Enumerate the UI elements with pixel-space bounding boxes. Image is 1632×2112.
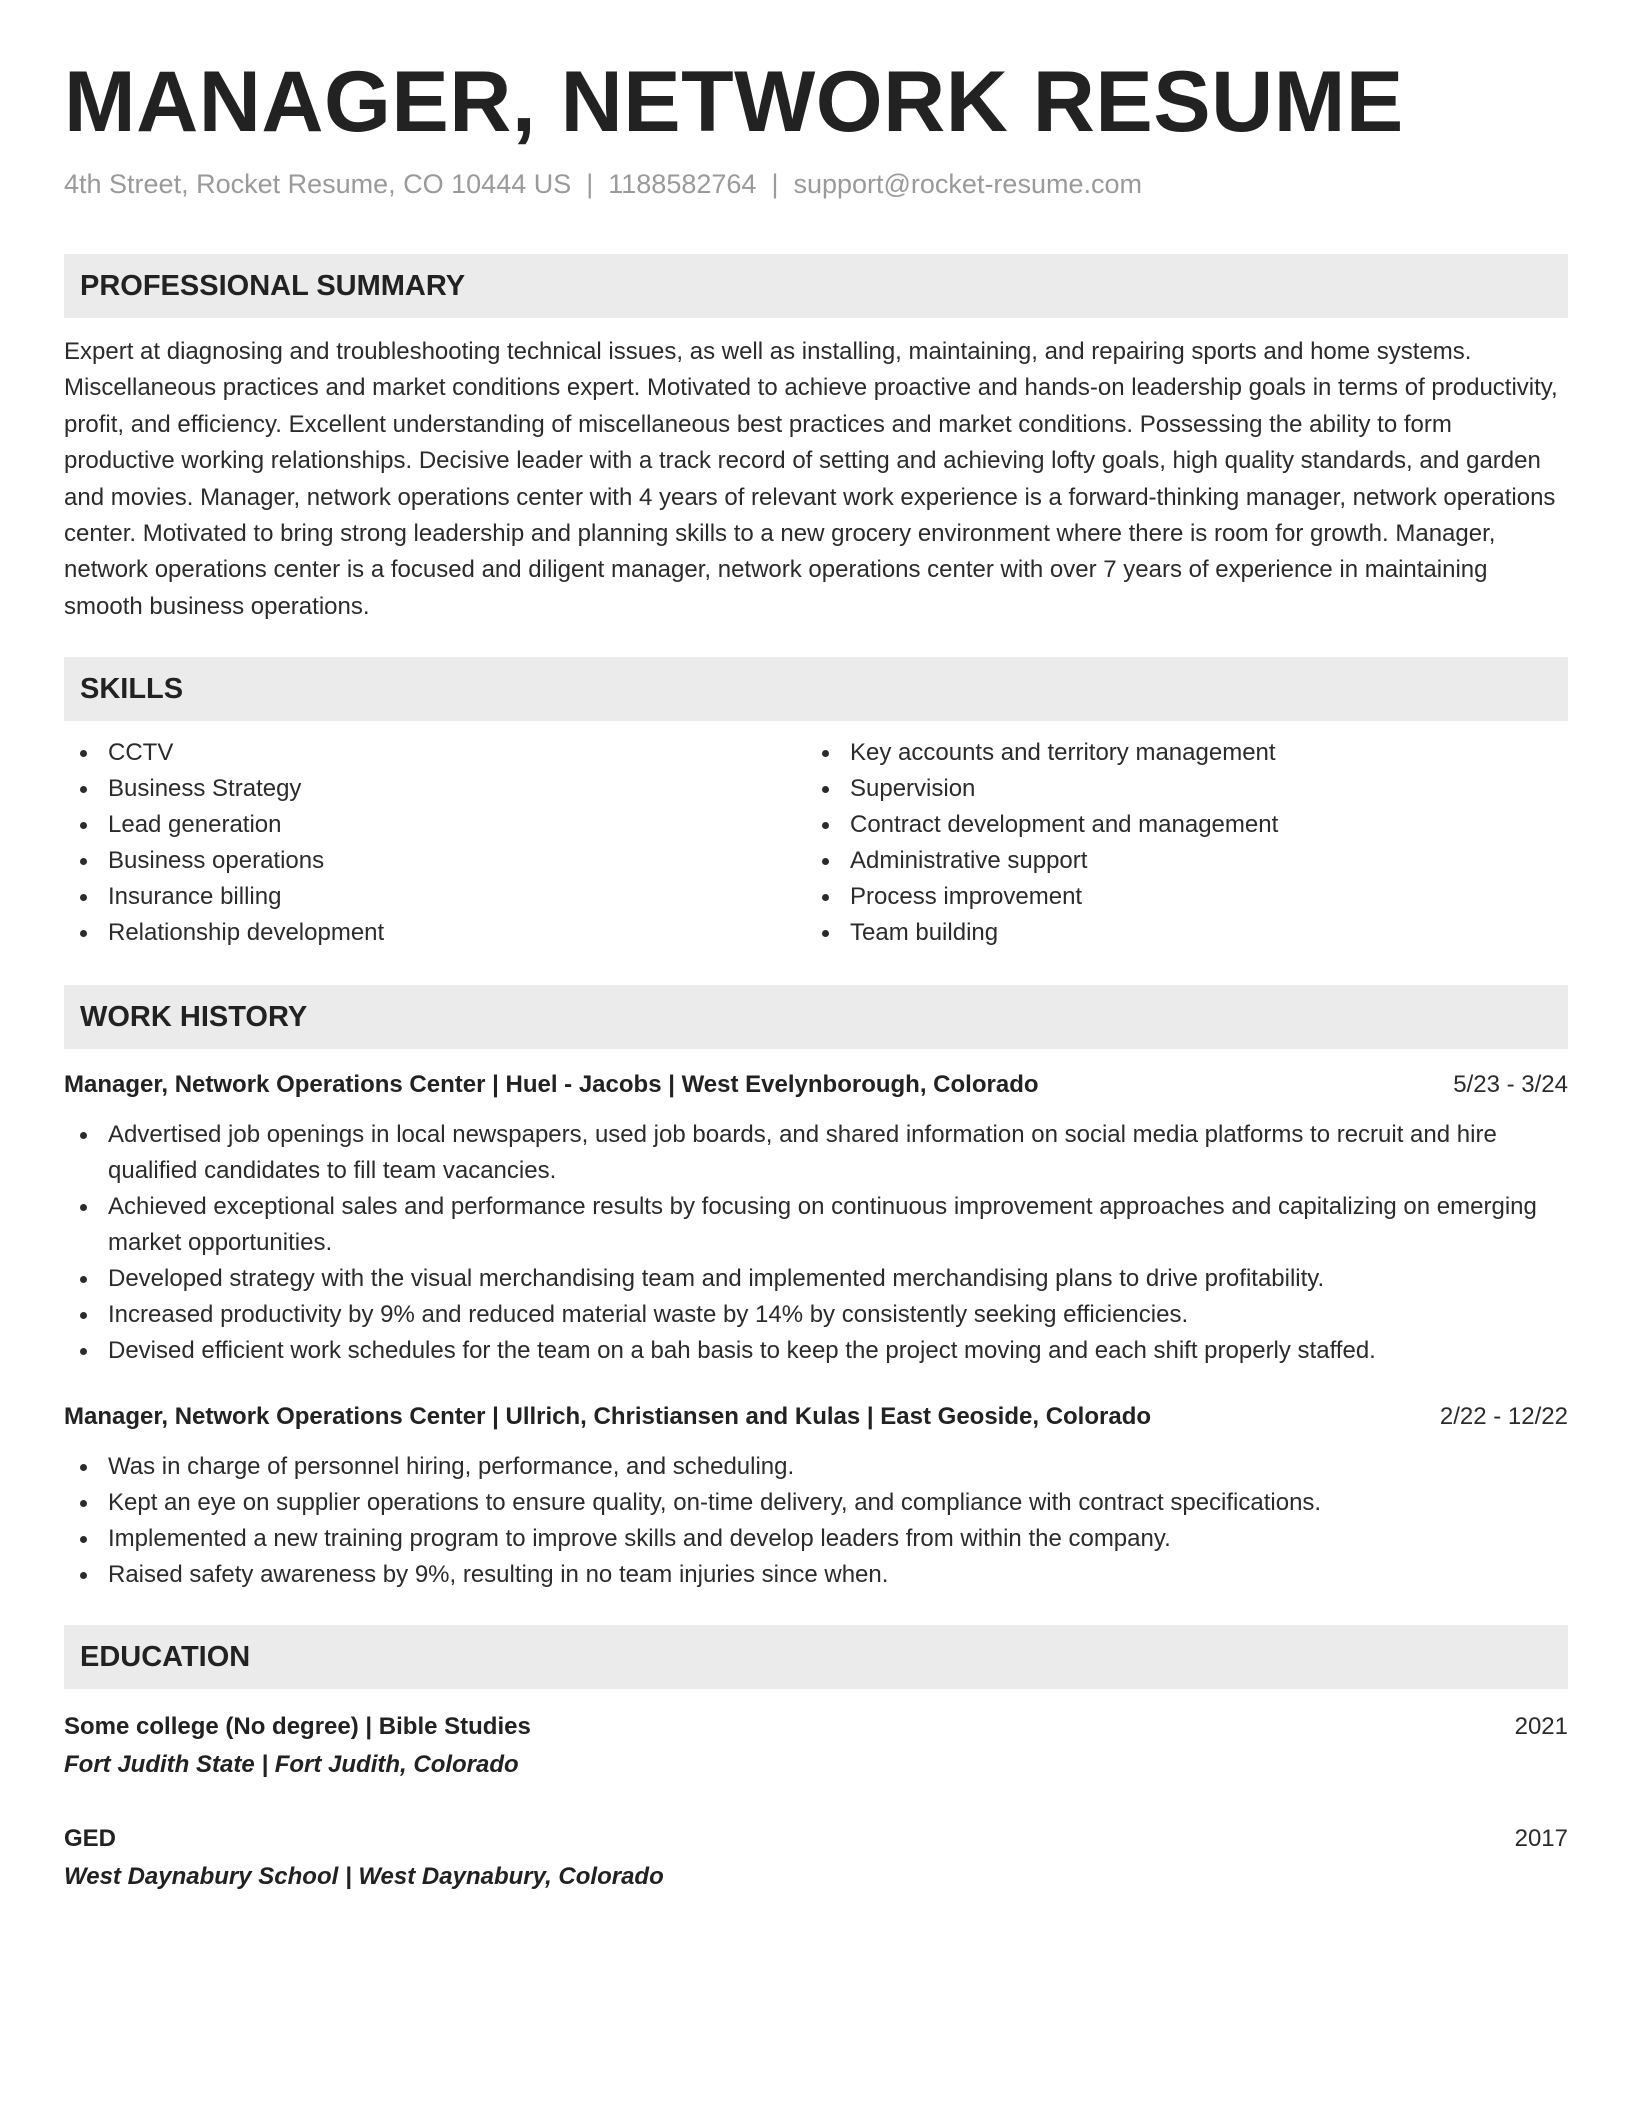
- contact-email[interactable]: support@rocket-resume.com: [793, 169, 1142, 199]
- job-header: [64, 1399, 1568, 1435]
- summary-heading: PROFESSIONAL SUMMARY: [64, 254, 1568, 318]
- resume-content: [64, 52, 1568, 1895]
- job-bullet: Advertised job openings in local newspapers, used job boards, and shared information on social media platforms to recruit and hire qualified candidates to fill team vacancies.: [64, 1117, 1568, 1189]
- education-entry-header: [64, 1821, 1568, 1857]
- job-bullet: Devised efficient work schedules for the team on a bah basis to keep the project moving and each shift properly staffed.: [64, 1333, 1568, 1369]
- job-dates: 2/22 - 12/22: [1439, 1403, 1568, 1431]
- skills-column-right: [806, 735, 1548, 951]
- contact-separator: |: [771, 169, 779, 199]
- contact-phone: 1188582764: [608, 169, 757, 199]
- job-header: [64, 1067, 1568, 1103]
- job-bullet: Achieved exceptional sales and performance results by focusing on continuous improvement approaches and capitalizing on emerging market opportunities.: [64, 1189, 1568, 1261]
- skill-item: Team building: [806, 915, 1548, 951]
- job-title: Manager, Network Operations Center | Ullrich, Christiansen and Kulas | East Geoside, Colorado: [64, 1403, 1152, 1431]
- skill-item: Administrative support: [806, 843, 1548, 879]
- skill-item: CCTV: [64, 735, 806, 771]
- education-degree: Some college (No degree) | Bible Studies: [64, 1713, 531, 1741]
- job-bullet: Implemented a new training program to improve skills and develop leaders from within the company.: [64, 1521, 1568, 1557]
- skills-list: [64, 735, 1568, 951]
- job-bullet: Was in charge of personnel hiring, performance, and scheduling.: [64, 1449, 1568, 1485]
- work-history-heading: WORK HISTORY: [64, 985, 1568, 1049]
- education-entry-header: [64, 1709, 1568, 1745]
- skill-item: Business Strategy: [64, 771, 806, 807]
- job-title: Manager, Network Operations Center | Huel - Jacobs | West Evelynborough, Colorado: [64, 1071, 1039, 1099]
- contact-line: [64, 166, 1568, 202]
- job-bullet: Kept an eye on supplier operations to ensure quality, on-time delivery, and compliance with contract specifications.: [64, 1485, 1568, 1521]
- skill-item: Key accounts and territory management: [806, 735, 1548, 771]
- education-year: 2017: [1514, 1825, 1568, 1853]
- contact-address: 4th Street, Rocket Resume, CO 10444 US: [64, 169, 572, 199]
- skill-item: Process improvement: [806, 879, 1548, 915]
- skills-heading: SKILLS: [64, 657, 1568, 721]
- skill-item: Contract development and management: [806, 807, 1548, 843]
- skills-column-left: [64, 735, 806, 951]
- education-year: 2021: [1514, 1713, 1568, 1741]
- job-bullets: [64, 1117, 1568, 1369]
- job-bullets: [64, 1449, 1568, 1593]
- education-heading: EDUCATION: [64, 1625, 1568, 1689]
- resume-title: MANAGER, NETWORK RESUME: [64, 54, 1404, 150]
- education-school: Fort Judith State | Fort Judith, Colorado: [64, 1751, 519, 1779]
- skill-item: Insurance billing: [64, 879, 806, 915]
- skill-item: Lead generation: [64, 807, 806, 843]
- skill-item: Relationship development: [64, 915, 806, 951]
- job-bullet: Developed strategy with the visual merchandising team and implemented merchandising plans to drive profitability.: [64, 1261, 1568, 1297]
- job-bullet: Increased productivity by 9% and reduced material waste by 14% by consistently seeking efficiencies.: [64, 1297, 1568, 1333]
- education-degree: GED: [64, 1825, 117, 1853]
- contact-separator: |: [586, 169, 594, 199]
- job-dates: 5/23 - 3/24: [1453, 1071, 1568, 1099]
- education-school: West Daynabury School | West Daynabury, Colorado: [64, 1863, 664, 1891]
- job-bullet: Raised safety awareness by 9%, resulting in no team injuries since when.: [64, 1557, 1568, 1593]
- summary-text: Expert at diagnosing and troubleshooting technical issues, as well as installing, maintaining, and repairing sports and home systems. Miscellaneous practices and market conditions expert. Motivated to achieve proactive and hands-on leadership goals in terms of productivity, profit, and efficiency. Excellent understanding of miscellaneous best practices and market conditions. Possessing the ability to form productive working relationships. Decisive leader with a track record of setting and achieving lofty goals, high quality standards, and garden and movies. Manager, network operations center with 4 years of relevant work experience is a forward-thinking manager, network operations center. Motivated to bring strong leadership and planning skills to a new grocery environment where there is room for growth. Manager, network operations center is a focused and diligent manager, network operations center with over 7 years of experience in maintaining smooth business operations.: [64, 338, 1558, 620]
- skill-item: Supervision: [806, 771, 1548, 807]
- skill-item: Business operations: [64, 843, 806, 879]
